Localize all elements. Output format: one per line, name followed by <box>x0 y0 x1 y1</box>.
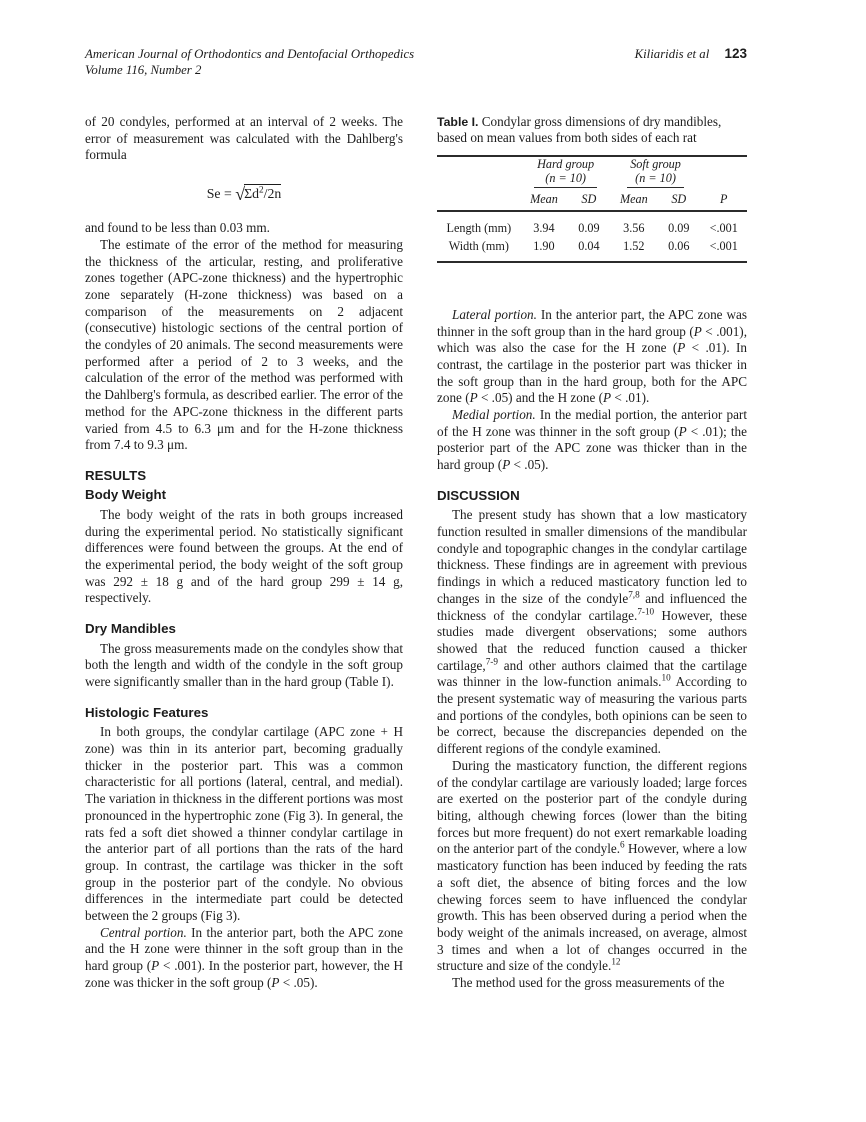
text-run: However, these studies made divergent observations; some authors showed that the reduced function caused a thicker cartilage, <box>437 607 748 673</box>
text-run: Central portion. <box>100 924 187 940</box>
text-run: However, where a low masticatory function has been induced by feeding the rats a soft diet, the absence of biting forces and the low chewing forces seem to have influenced the condylar growth. This has been observed during a period when the body weight of the animals increased, on average, almost 3 times and when a lot of changes occurred in the structure and size of the condyle. <box>437 841 747 974</box>
table-stub-cell <box>437 188 521 211</box>
text-run: < .001), which was also the case for the H zone ( <box>437 323 747 356</box>
paragraph <box>85 114 403 164</box>
cell-value: 0.06 <box>668 238 690 253</box>
group-label <box>627 157 684 188</box>
text-run: < .05) and the H zone ( <box>477 390 604 406</box>
paragraph <box>85 925 403 992</box>
running-authors: Kiliaridis et al <box>634 47 710 61</box>
text-run: < .01). In contrast, the cartilage in the posterior part was thicker in the soft group than in the hard group, both for the APC zone ( <box>437 340 747 406</box>
reference-superscript: 12 <box>611 956 621 967</box>
text-run: < .01). <box>611 390 650 406</box>
reference-superscript: 7,8 <box>628 589 640 600</box>
table-1 <box>437 155 747 263</box>
paragraph <box>85 220 403 237</box>
square-root-icon: √ <box>235 184 246 205</box>
text-run: The estimate of the error of the method for measuring the thickness of the articular, resting, and proliferative zones together (APC-zone thickness) and the hypertrophic zone separately (H-zone thickness) was based on a comparison of the measurements on 2 adjacent (consecutive) histologic sections of the central portion of the condyles of 20 animals. The second measurements were performed after a period of 2 to 3 weeks, and the calculation of the error of the method was performed with the Dahlberg's formula, as described earlier. The error of the method for the APC-zone thickness in the different parts varied from 4.5 to 6.3 μm and for the H-zone thickness from 7.4 to 9.3 μm. <box>85 236 403 453</box>
column-header: Mean <box>611 188 658 211</box>
text-run: Condylar gross dimensions of dry mandibles, based on mean values from both sides of each rat <box>437 114 722 146</box>
table-row <box>437 235 747 262</box>
cell-value: 1.90 <box>533 238 555 253</box>
column-header: SD <box>657 188 700 211</box>
reference-superscript: 6 <box>620 840 625 851</box>
text-run: P <box>151 958 160 974</box>
table-column-header-row <box>437 188 747 211</box>
column-header: P <box>700 188 747 211</box>
group-label <box>534 157 597 188</box>
text-run: < .05). <box>279 974 318 990</box>
text-run: < .05). <box>510 457 549 473</box>
journal-title: American Journal of Orthodontics and Dentofacial Orthopedics <box>85 47 415 61</box>
two-column-body <box>85 114 747 992</box>
paragraph <box>85 724 403 924</box>
text-run: P <box>677 340 686 356</box>
text-run: P <box>271 974 280 990</box>
paragraph <box>437 758 747 975</box>
text-run: The method used for the gross measurements of the <box>452 975 725 991</box>
row-label: Width (mm) <box>448 238 509 253</box>
journal-volume-line: Volume 116, Number 2 <box>85 63 202 77</box>
table-group-header-row <box>437 156 747 188</box>
row-label: Length (mm) <box>446 220 512 235</box>
group-n: (n = 10) <box>545 170 586 185</box>
page-number: 123 <box>724 46 747 61</box>
table-row <box>437 211 747 235</box>
cell-value: <.001 <box>709 238 738 253</box>
text-run: Σd <box>244 186 260 202</box>
journal-info <box>85 46 414 78</box>
cell-value: 0.04 <box>578 238 600 253</box>
formula-radicand <box>244 184 281 201</box>
text-run: Lateral portion. <box>452 306 537 322</box>
paragraph <box>85 507 403 607</box>
group-name: Hard group <box>537 156 595 171</box>
text-run: Medial portion. <box>452 407 536 423</box>
paragraph <box>85 237 403 454</box>
paragraph <box>437 307 747 407</box>
section-heading: DISCUSSION <box>437 487 520 503</box>
table-group-header <box>521 156 611 188</box>
paragraph <box>437 407 747 474</box>
text-run: < .01); the posterior part of the APC zone was thicker than in the hard group ( <box>437 423 747 473</box>
text-run: In the medial portion, the anterior part of the H zone was thinner in the soft group ( <box>437 407 747 439</box>
table-1-caption <box>437 114 747 147</box>
text-run: and influenced the thickness of the condylar cartilage. <box>437 590 747 623</box>
cell-value: 3.56 <box>623 220 645 235</box>
spacer <box>437 263 747 307</box>
text-run: In both groups, the condylar cartilage (APC zone + H zone) was thin in its anterior part, becoming gradually thicker in the posterior part. This was a common characteristic for all portions (lateral, central, and medial). The variation in thickness in the different portions was most pronounced in the hypertrophic zone (Fig 3). In general, the rats fed a soft diet showed a thinner condylar cartilage in the anterior part of all portions than the rats of the hard group. In contrast, the cartilage was thicker in the soft group in the posterior part of the condyle. No obvious differences in the intermediate part could be detected between the 2 groups (Fig 3). <box>85 724 403 924</box>
table-corner-cell <box>437 156 521 188</box>
text-run: In the anterior part, the APC zone was thinner in the soft group than in the hard group ( <box>437 306 747 339</box>
text-run: of 20 condyles, performed at an interval of 2 weeks. The error of measurement was calculated with the Dahlberg's formula <box>85 114 403 163</box>
reference-superscript: 2 <box>259 184 264 195</box>
text-run: P <box>469 390 478 406</box>
text-run: According to the present systematic way of measuring the various parts and portions of the condyles, both opinions can be seen to be correct, because the discrepancies depended on the different regions of the condyle examined. <box>437 674 747 757</box>
text-run: P <box>603 390 612 406</box>
right-column <box>437 114 747 992</box>
text-run: /2n <box>263 186 282 202</box>
column-header: SD <box>567 188 610 211</box>
running-header <box>85 46 747 78</box>
group-header-spacer <box>700 156 747 188</box>
text-run: P <box>502 457 511 473</box>
subsection-heading: Body Weight <box>85 487 167 503</box>
reference-superscript: 7-10 <box>637 606 655 617</box>
table-group-header <box>611 156 701 188</box>
dahlberg-formula <box>85 184 403 205</box>
paragraph <box>85 641 403 691</box>
text-run: In the anterior part, both the APC zone and the H zone were thinner in the soft group than in the hard group ( <box>85 924 403 974</box>
subsection-heading: Histologic Features <box>85 704 209 720</box>
text-run: < .001). In the posterior part, however, the H zone was thicker in the soft group ( <box>85 958 403 990</box>
cell-value: 0.09 <box>578 220 600 235</box>
cell-value: 0.09 <box>668 220 690 235</box>
running-header-right <box>635 46 747 62</box>
text-run: P <box>678 423 687 439</box>
paragraph <box>437 975 747 992</box>
text-run: P <box>693 323 702 339</box>
cell-value: <.001 <box>709 220 738 235</box>
reference-superscript: 10 <box>661 672 671 683</box>
text-run: and other authors claimed that the cartilage was thinner in the low-function animals. <box>437 657 747 690</box>
text-run: The body weight of the rats in both groups increased during the experimental period. No statistically significant differences were found between the groups. At the end of the experimental period, the body weight of the soft group was 292 ± 18 g and of the hard group 299 ± 14 g, respectively. <box>85 506 403 606</box>
text-run: and found to be less than 0.03 mm. <box>85 220 270 236</box>
group-n: (n = 10) <box>635 170 676 185</box>
reference-superscript: 7-9 <box>485 656 498 667</box>
column-header: Mean <box>521 188 568 211</box>
text-run: The present study has shown that a low masticatory function resulted in smaller dimensions of the mandibular condyle and topographic changes in the condylar cartilage thickness. These findings are in agreement with previous findings in which a reduced masticatory function led to changes in the size of the condyle <box>437 507 747 606</box>
cell-value: 3.94 <box>533 220 555 235</box>
group-name: Soft group <box>630 156 681 171</box>
text-run: The gross measurements made on the condyles show that both the length and width of the condyle in the soft group were significantly smaller than in the hard group (Table I). <box>85 640 403 690</box>
formula-lhs: Se = <box>206 186 236 202</box>
cell-value: 1.52 <box>623 238 645 253</box>
text-run: Table I. <box>437 115 479 129</box>
subsection-heading: Dry Mandibles <box>85 621 176 637</box>
left-column <box>85 114 403 992</box>
section-heading: RESULTS <box>85 467 147 483</box>
paragraph <box>437 507 747 758</box>
text-run: During the masticatory function, the different regions of the condylar cartilage are variously loaded; large forces are exerted on the posterior part of the condyle during biting, although chewing forces (lower than the biting forces but more frequent) do not exert remarkable loading on the anterior part of the condyle. <box>437 757 747 857</box>
